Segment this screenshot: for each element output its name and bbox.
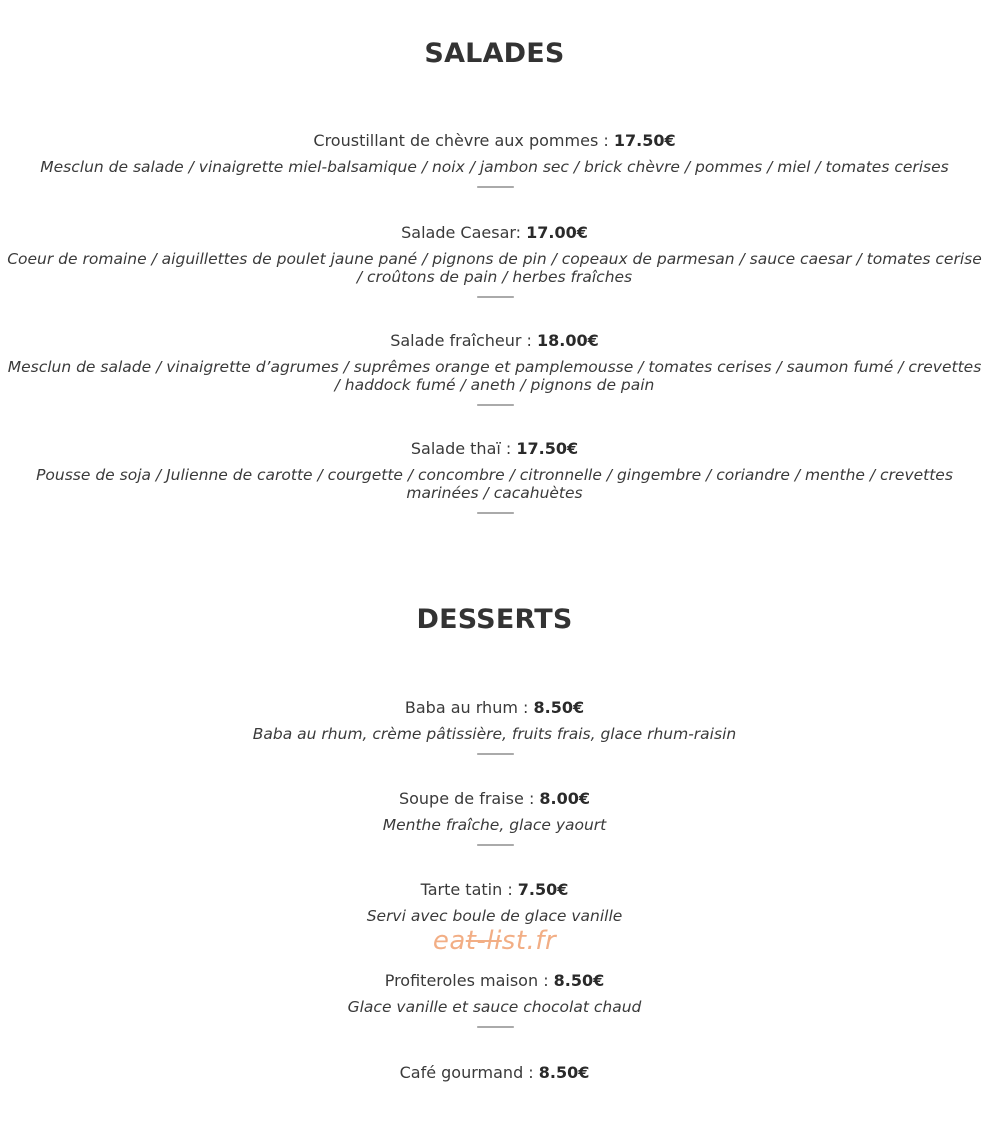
item-separator: ——— — [476, 1019, 513, 1035]
item-name: Croustillant de chèvre aux pommes : 17.50€ — [313, 131, 676, 150]
item-description: Pousse de soja / Julienne de carotte / courgette / concombre / citronnelle / gingembre / coriandre / menthe / crevettes marinées / cacahuètes — [36, 466, 953, 502]
item-price: 17.50€ — [613, 131, 676, 150]
item-description: Servi avec boule de glace vanille — [366, 907, 623, 925]
watermark-logo: eat-list.fr — [432, 926, 557, 956]
item-name: Tarte tatin : 7.50€ — [420, 880, 569, 899]
menu-item-baba — [0, 697, 989, 761]
item-description: Glace vanille et sauce chocolat chaud — [347, 998, 642, 1016]
item-description: Baba au rhum, crème pâtissière, fruits frais, glace rhum-raisin — [252, 725, 737, 743]
item-separator: ——— — [476, 179, 513, 195]
item-description: Mesclun de salade / vinaigrette d’agrumes / suprêmes orange et pamplemousse / tomates cerises / saumon fumé / crevettes / haddock fumé / aneth / pignons de pain — [7, 358, 982, 394]
item-name: Salade Caesar: 17.00€ — [401, 223, 588, 242]
item-name: Salade thaï : 17.50€ — [410, 439, 579, 458]
item-price: 7.50€ — [517, 880, 569, 899]
section-title-desserts: DESSERTS — [416, 604, 573, 635]
item-name: Soupe de fraise : 8.00€ — [398, 789, 591, 808]
item-name: Café gourmand : 8.50€ — [399, 1063, 590, 1082]
item-name: Profiteroles maison : 8.50€ — [384, 971, 605, 990]
item-separator: ——— — [476, 289, 513, 305]
item-price: 8.50€ — [553, 971, 605, 990]
item-price: 8.50€ — [533, 698, 585, 717]
item-price: 17.00€ — [526, 223, 588, 242]
item-price: 17.50€ — [516, 439, 579, 458]
item-separator: ——— — [476, 397, 513, 413]
menu-item-caesar — [0, 222, 989, 304]
item-price: 18.00€ — [537, 331, 599, 350]
menu-item-profiteroles — [0, 970, 989, 1034]
item-description: Mesclun de salade / vinaigrette miel-balsamique / noix / jambon sec / brick chèvre / pommes / miel / tomates cerises — [40, 158, 949, 176]
item-price: 8.50€ — [538, 1063, 590, 1082]
item-name: Salade fraîcheur : 18.00€ — [390, 331, 599, 350]
item-separator: ——— — [476, 505, 513, 521]
menu-item-fraicheur — [0, 330, 989, 412]
menu-item-thai — [0, 438, 989, 520]
item-description: Coeur de romaine / aiguillettes de poulet jaune pané / pignons de pin / copeaux de parmesan / sauce caesar / tomates cerise / croûtons de pain / herbes fraîches — [7, 250, 982, 286]
menu-item-cafe-gourmand — [0, 1062, 989, 1084]
menu-item-tarte-tatin — [0, 879, 989, 925]
section-title-salades: SALADES — [424, 38, 565, 69]
item-separator: ——— — [476, 746, 513, 762]
item-price: 8.00€ — [539, 789, 591, 808]
item-separator: ——— — [476, 837, 513, 853]
menu-item-croustillant — [0, 130, 989, 194]
item-name: Baba au rhum : 8.50€ — [404, 698, 585, 717]
item-description: Menthe fraîche, glace yaourt — [382, 816, 607, 834]
menu-item-soupe-fraise — [0, 788, 989, 852]
